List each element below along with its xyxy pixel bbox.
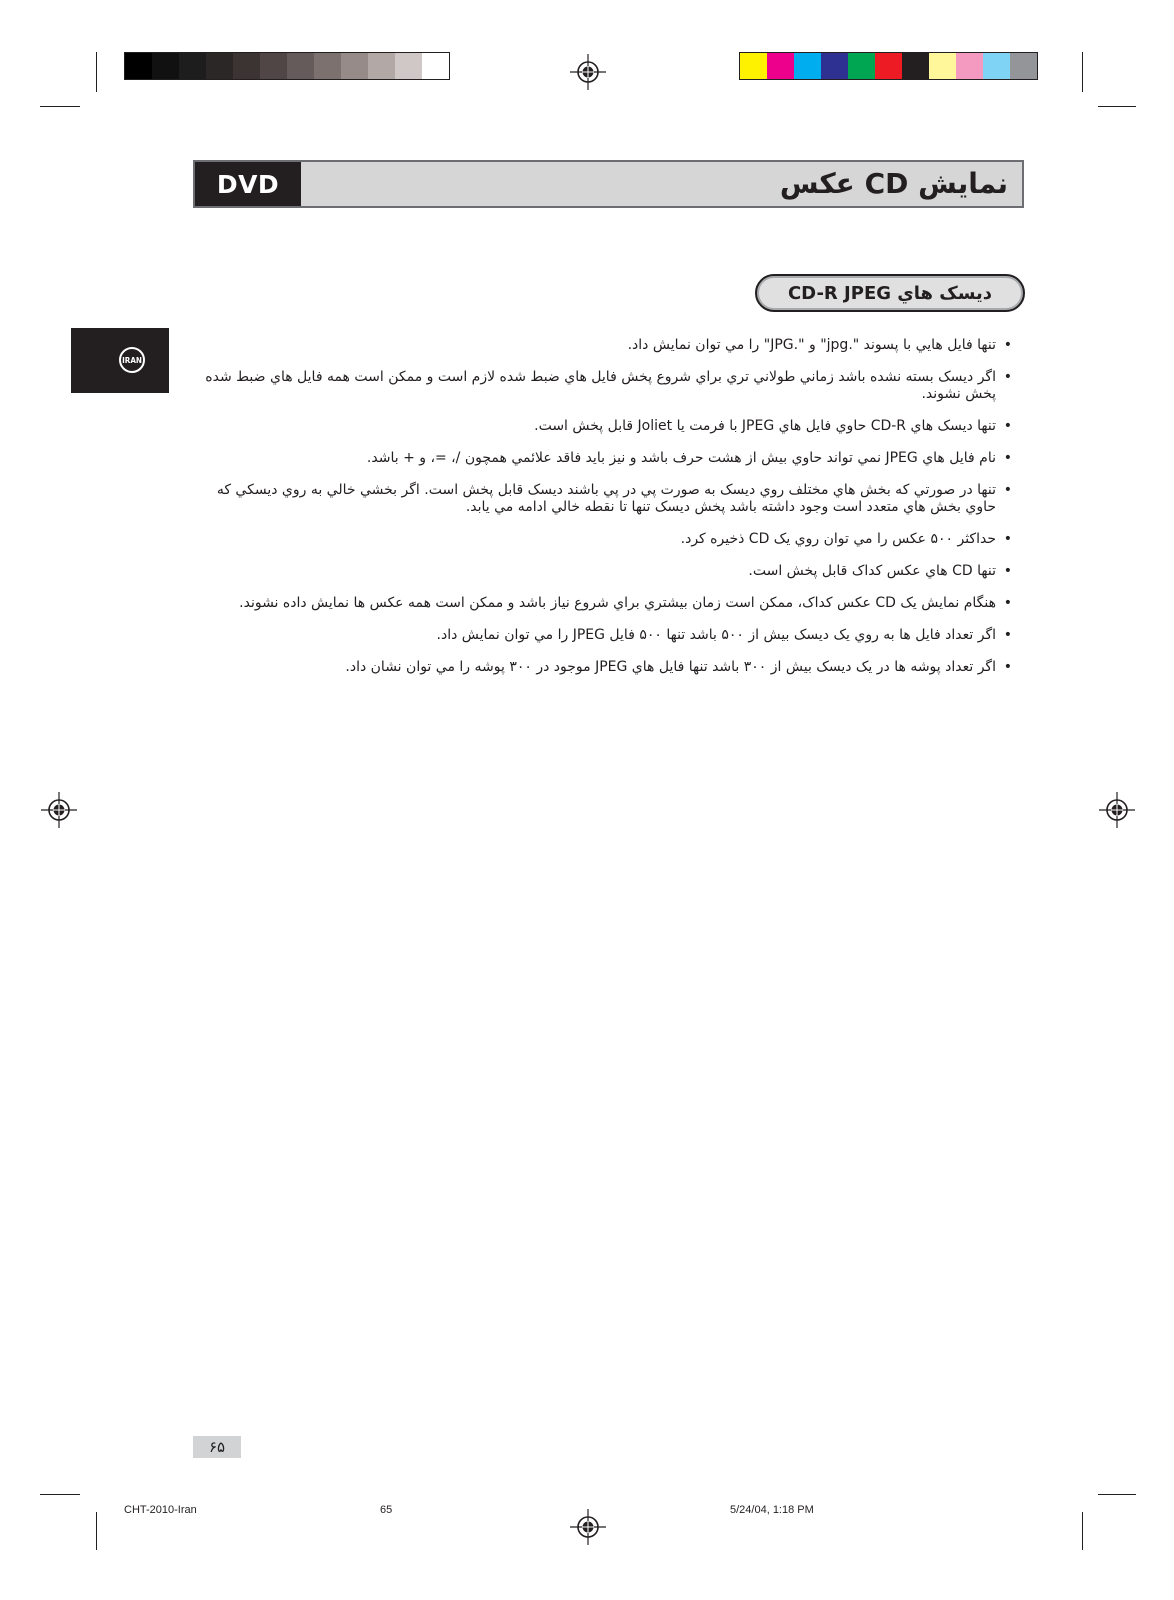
footer-page: 65 [380, 1504, 393, 1516]
calibration-swatch [233, 53, 260, 79]
calibration-swatch [848, 53, 875, 79]
crop-mark [40, 1494, 80, 1495]
subheading: ديسک هاي CD-R JPEG [759, 278, 1021, 308]
registration-mark-icon [1099, 792, 1135, 828]
registration-mark-icon [41, 792, 77, 828]
footer-job-name: CHT-2010-Iran [124, 1504, 197, 1516]
language-tab [71, 328, 169, 393]
calibration-swatch [206, 53, 233, 79]
language-badge: IRAN [119, 347, 145, 373]
page-number: ۶۵ [193, 1436, 241, 1458]
calibration-swatch [368, 53, 395, 79]
list-item: • تنها ديسک هاي CD-R حاوي فايل هاي JPEG با فرمت يا Joliet قابل پخش است. [198, 418, 1012, 435]
crop-mark [96, 1512, 97, 1550]
crop-mark [1098, 106, 1136, 107]
calibration-swatch [902, 53, 929, 79]
calibration-swatch [125, 53, 152, 79]
page-title: نمايش CD عکس [779, 167, 1008, 200]
list-item: • تنها در صورتي که بخش هاي مختلف روي ديسک به صورت پي در پي باشند ديسک قابل پخش است. اگر بخشي خالي به روي ديسکي که حاوي بخش هاي متعدد است وجود داشته باشد پخش ديسک تنها تا نقطه خالي ادامه مي يابد. [198, 482, 1012, 516]
calibration-swatch [956, 53, 983, 79]
calibration-swatch [1010, 53, 1037, 79]
list-item: • نام فايل هاي JPEG نمي تواند حاوي بيش از هشت حرف باشد و نيز بايد فاقد علائمي همچون /، =، و + باشد. [198, 450, 1012, 467]
section-banner [193, 160, 1024, 208]
list-item: • هنگام نمايش يک CD عکس کداک، ممکن است زمان بيشتري براي شروع نياز باشد و ممکن است همه عکس ها نمايش داده نشوند. [198, 595, 1012, 612]
crop-mark [96, 52, 97, 92]
crop-mark [40, 106, 80, 107]
calibration-swatch [260, 53, 287, 79]
list-item: • تنها فايل هايي با پسوند ".jpg" و ".JPG" را مي توان نمايش داد. [198, 337, 1012, 354]
calibration-swatch [983, 53, 1010, 79]
bullet-list [198, 337, 1012, 691]
calibration-swatch [875, 53, 902, 79]
calibration-swatch [929, 53, 956, 79]
calibration-swatch [179, 53, 206, 79]
calibration-swatch [740, 53, 767, 79]
section-tag: DVD [195, 162, 301, 206]
calibration-swatch [314, 53, 341, 79]
registration-mark-icon [570, 54, 606, 90]
subheading-pill [755, 274, 1025, 312]
registration-mark-icon [570, 1509, 606, 1545]
list-item: • حداکثر ۵۰۰ عکس را مي توان روي يک CD ذخيره کرد. [198, 531, 1012, 548]
calibration-swatch [821, 53, 848, 79]
list-item: • اگر ديسک بسته نشده باشد زماني طولاني تري براي شروع پخش فايل هاي ضبط شده لازم است و ممکن است همه فايل هاي ضبط شده پخش نشوند. [198, 369, 1012, 403]
list-item: • اگر تعداد فايل ها به روي يک ديسک بيش از ۵۰۰ باشد تنها ۵۰۰ فايل JPEG را مي توان نمايش داد. [198, 627, 1012, 644]
footer-timestamp: 5/24/04, 1:18 PM [730, 1504, 814, 1516]
crop-mark [1082, 1512, 1083, 1550]
list-item: • اگر تعداد پوشه ها در يک ديسک بيش از ۳۰۰ باشد تنها فايل هاي JPEG موجود در ۳۰۰ پوشه را مي توان نشان داد. [198, 659, 1012, 676]
calibration-swatch [794, 53, 821, 79]
calibration-swatch [287, 53, 314, 79]
calibration-swatch [152, 53, 179, 79]
calibration-swatch [422, 53, 449, 79]
crop-mark [1082, 52, 1083, 92]
list-item: • تنها CD هاي عکس کداک قابل پخش است. [198, 563, 1012, 580]
gray-calibration-bar [124, 52, 450, 80]
crop-mark [1098, 1494, 1136, 1495]
calibration-swatch [341, 53, 368, 79]
calibration-swatch [395, 53, 422, 79]
color-calibration-bar [739, 52, 1038, 80]
calibration-swatch [767, 53, 794, 79]
